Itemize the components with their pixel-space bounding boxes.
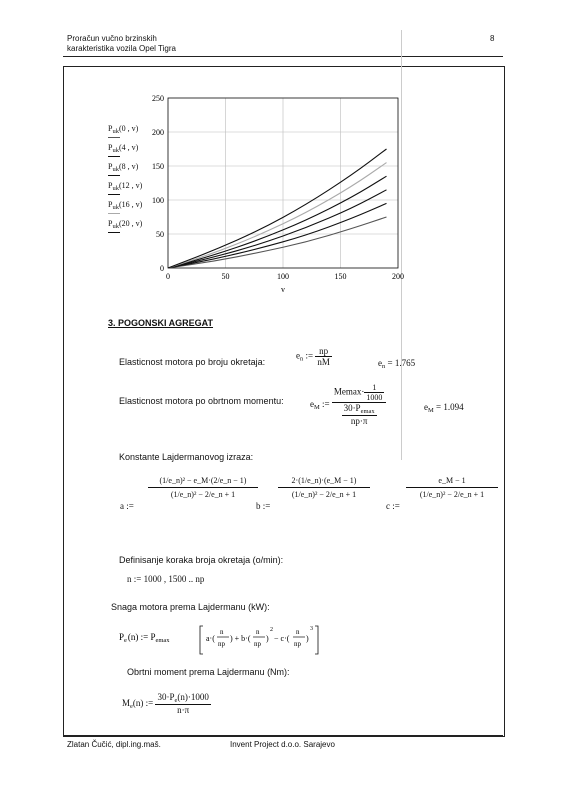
power-label: Snaga motora prema Lajdermanu (kW): — [111, 602, 270, 612]
legend-swatch-3 — [108, 194, 120, 195]
pe-term-c-close: ) — [306, 634, 309, 643]
pe-term-b-num: n — [256, 628, 260, 636]
series-line-2 — [168, 190, 387, 268]
pe-term-a: a·( — [206, 634, 215, 643]
document-title-line2: karakteristika vozila Opel Tigra — [67, 44, 176, 53]
series-line-4 — [168, 163, 387, 268]
legend-swatch-1 — [108, 156, 120, 157]
legend-item-4: $P_{uk}(16$ , v) — [108, 200, 143, 211]
n-range: n := 1000 , 1500 .. np — [127, 574, 205, 584]
x-tick-label-0: 0 — [166, 272, 170, 281]
me-formula: $M_e(n)$ := $\frac{30\cdot P_e(n)\cdot 1000}{n\cdot\pi}$ — [122, 692, 209, 715]
section-heading: 3. POGONSKI AGREGAT — [108, 318, 214, 328]
legend-swatch-4 — [108, 213, 120, 214]
x-tick-label-2: 100 — [277, 272, 289, 281]
pe-term-b-den: np — [254, 640, 261, 648]
legend-item-0: $P_{uk}(0$ , v) — [108, 124, 139, 135]
y-tick-label-3: 150 — [152, 162, 164, 171]
legend-swatch-2 — [108, 175, 120, 176]
x-tick-label-1: 50 — [221, 272, 230, 281]
footer-company: Invent Project d.o.o. Sarajevo — [230, 740, 335, 749]
y-tick-label-1: 50 — [156, 230, 164, 239]
y-tick-label-4: 200 — [152, 128, 164, 137]
em-result: $e_M = 1.094$ — [424, 402, 464, 414]
en-definition: $e_n$ := $\frac{np}{nM}$ — [296, 346, 330, 367]
pe-term-c-num: n — [296, 628, 300, 636]
footer-rule — [63, 735, 503, 736]
legend-item-2: $P_{uk}(8$ , v) — [108, 162, 139, 173]
elast-torque-label: Elasticnost motora po obrtnom momentu: — [119, 396, 284, 406]
pe-term-c-den: np — [294, 640, 301, 648]
document-title-line1: Proračun vučno brzinskih — [67, 34, 157, 43]
em-definition: $e_M$ := Memax· $\frac{1}{1000}$ $\frac{30\cdot P_{emax}}{np\cdot\pi}$ — [310, 383, 386, 426]
pe-formula — [119, 622, 319, 658]
y-tick-label-0: 0 — [160, 264, 164, 273]
pe-formula-lhs: $P_e(n)$ := $P_{emax}$ — [119, 632, 170, 644]
en-result: $e_n = 1.765$ — [378, 358, 416, 370]
legend-swatch-0 — [108, 137, 120, 138]
page-number: 8 — [490, 34, 495, 43]
x-tick-label-4: 200 — [392, 272, 404, 281]
legend-item-1: $P_{uk}(4$ , v) — [108, 143, 139, 154]
y-tick-label-2: 100 — [152, 196, 164, 205]
pe-term-b-close: ) — [266, 634, 269, 643]
pe-term-c-exp: 3 — [310, 626, 313, 632]
constants-label: Konstante Lajdermanovog izraza: — [119, 452, 254, 462]
legend-item-3: $P_{uk}(12$ , v) — [108, 181, 143, 192]
document-title — [67, 34, 176, 54]
x-axis-label: v — [281, 285, 285, 292]
pe-term-b-exp: 2 — [270, 627, 273, 633]
revs-label: Definisanje koraka broja okretaja (o/min): — [119, 555, 284, 565]
x-tick-label-3: 150 — [334, 272, 347, 281]
series-line-3 — [168, 176, 387, 268]
elast-speed-label: Elasticnost motora po broju okretaja: — [119, 357, 266, 367]
series-line-5 — [168, 149, 387, 268]
chart-legend — [108, 124, 158, 244]
pe-term-c: − c·( — [274, 634, 290, 643]
legend-item-5: $P_{uk}(20$ , v) — [108, 219, 143, 230]
footer-author: Zlatan Čučić, dipl.ing.maš. — [67, 740, 161, 749]
pe-term-a-den: np — [218, 640, 225, 648]
y-tick-label-5: 250 — [152, 94, 164, 103]
pe-term-a-num: n — [220, 628, 224, 636]
header-rule — [63, 56, 503, 57]
torque-label: Obrtni moment prema Lajdermanu (Nm): — [127, 667, 290, 677]
pe-term-b: ) + b·( — [230, 634, 251, 643]
legend-swatch-5 — [108, 232, 120, 233]
pe-formula-svg — [119, 622, 319, 658]
